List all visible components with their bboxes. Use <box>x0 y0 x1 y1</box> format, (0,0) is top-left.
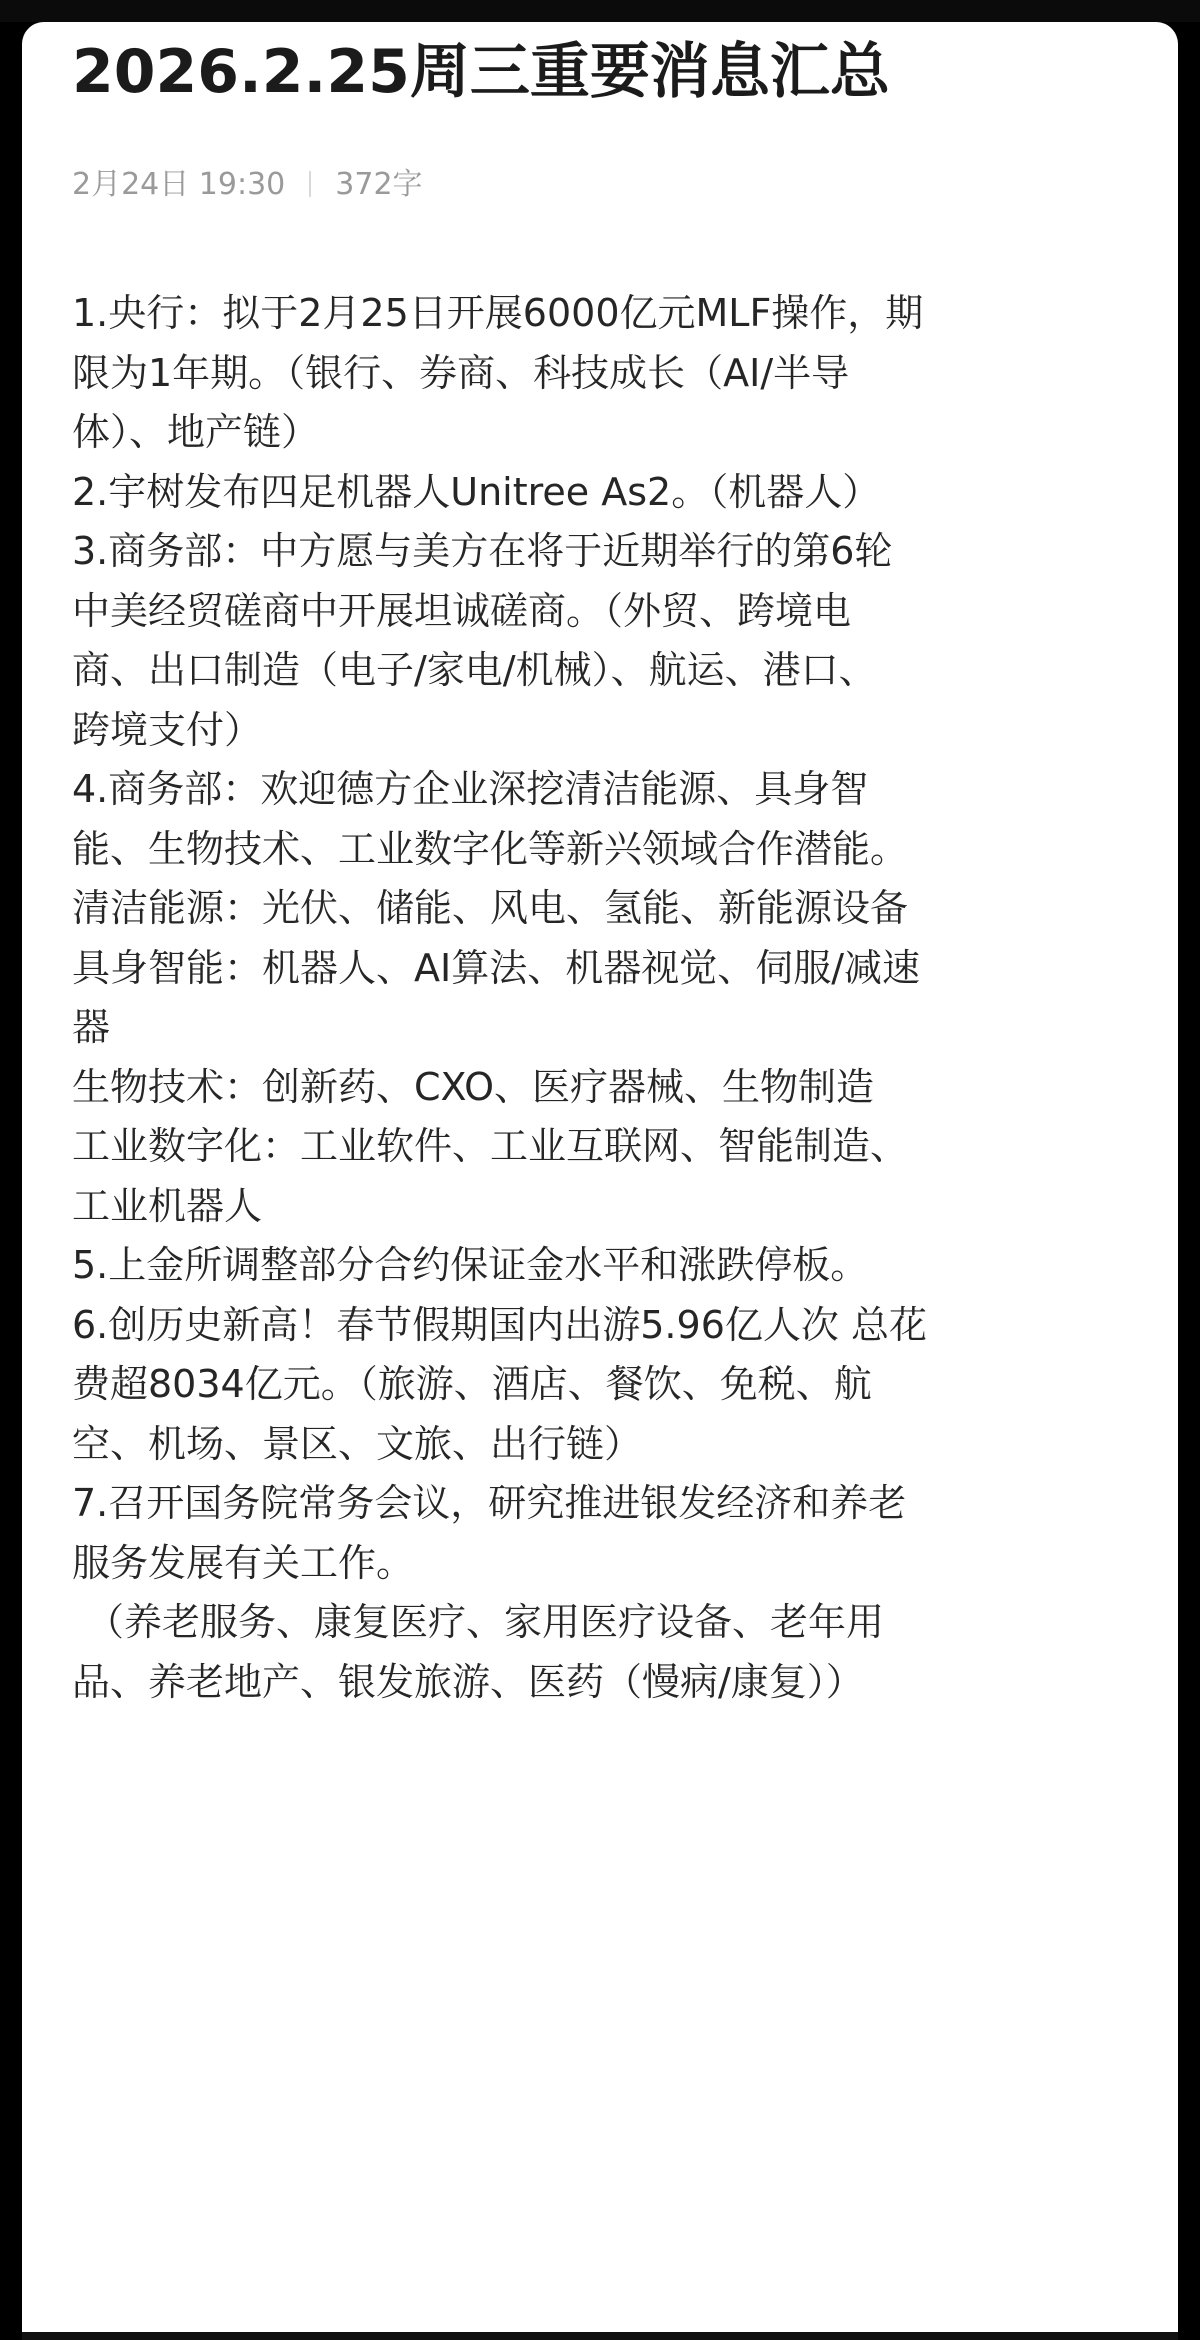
body-line: 3.商务部：中方愿与美方在将于近期举行的第6轮 <box>72 529 893 573</box>
body-line: 空、机场、景区、文旅、出行链） <box>72 1421 643 1466</box>
article-title: 2026.2.25周三重要消息汇总 <box>72 37 890 107</box>
article-page[interactable] <box>22 22 1178 2340</box>
body-line: 能、生物技术、工业数字化等新兴领域合作潜能。 <box>72 826 909 871</box>
body-line: 5.上金所调整部分合约保证金水平和涨跌停板。 <box>72 1243 869 1287</box>
meta-divider <box>309 171 311 197</box>
body-line: 跨境支付） <box>72 707 263 752</box>
body-line: （养老服务、康复医疗、家用医疗设备、老年用 <box>86 1600 885 1644</box>
bottom-edge <box>22 2332 1178 2340</box>
body-line: 7.召开国务院常务会议，研究推进银发经济和养老 <box>72 1481 907 1525</box>
body-line: 2.宇树发布四足机器人Unitree As2。（机器人） <box>72 469 881 514</box>
status-bar <box>0 0 1200 22</box>
body-line: 工业数字化：工业软件、工业互联网、智能制造、 <box>72 1124 909 1168</box>
body-line: 1.央行：拟于2月25日开展6000亿元MLF操作，期 <box>72 291 924 335</box>
word-count: 372字 <box>335 167 423 202</box>
body-line: 清洁能源：光伏、储能、风电、氢能、新能源设备 <box>72 886 909 930</box>
body-line: 品、养老地产、银发旅游、医药（慢病/康复）） <box>72 1659 864 1704</box>
body-line: 4.商务部：欢迎德方企业深挖清洁能源、具身智 <box>72 767 869 811</box>
body-line: 限为1年期。（银行、券商、科技成长（AI/半导 <box>72 350 850 395</box>
body-line: 商、出口制造（电子/家电/机械）、航运、港口、 <box>72 648 877 692</box>
body-line: 生物技术：创新药、CXO、医疗器械、生物制造 <box>72 1064 875 1109</box>
body-line: 费超8034亿元。（旅游、酒店、餐饮、免税、航 <box>72 1362 872 1406</box>
body-line: 服务发展有关工作。 <box>72 1540 415 1585</box>
body-line: 中美经贸磋商中开展坦诚磋商。（外贸、跨境电 <box>72 588 852 633</box>
body-line: 体）、地产链） <box>72 410 320 454</box>
body-line: 具身智能：机器人、AI算法、机器视觉、伺服/减速 <box>72 945 921 990</box>
publish-date: 2月24日 19:30 <box>72 167 286 202</box>
body-line: 器 <box>72 1005 111 1049</box>
article-meta <box>72 165 423 205</box>
article-body <box>72 284 1162 1712</box>
body-line: 工业机器人 <box>72 1183 263 1228</box>
body-line: 6.创历史新高！春节假期国内出游5.96亿人次 总花 <box>72 1302 927 1347</box>
